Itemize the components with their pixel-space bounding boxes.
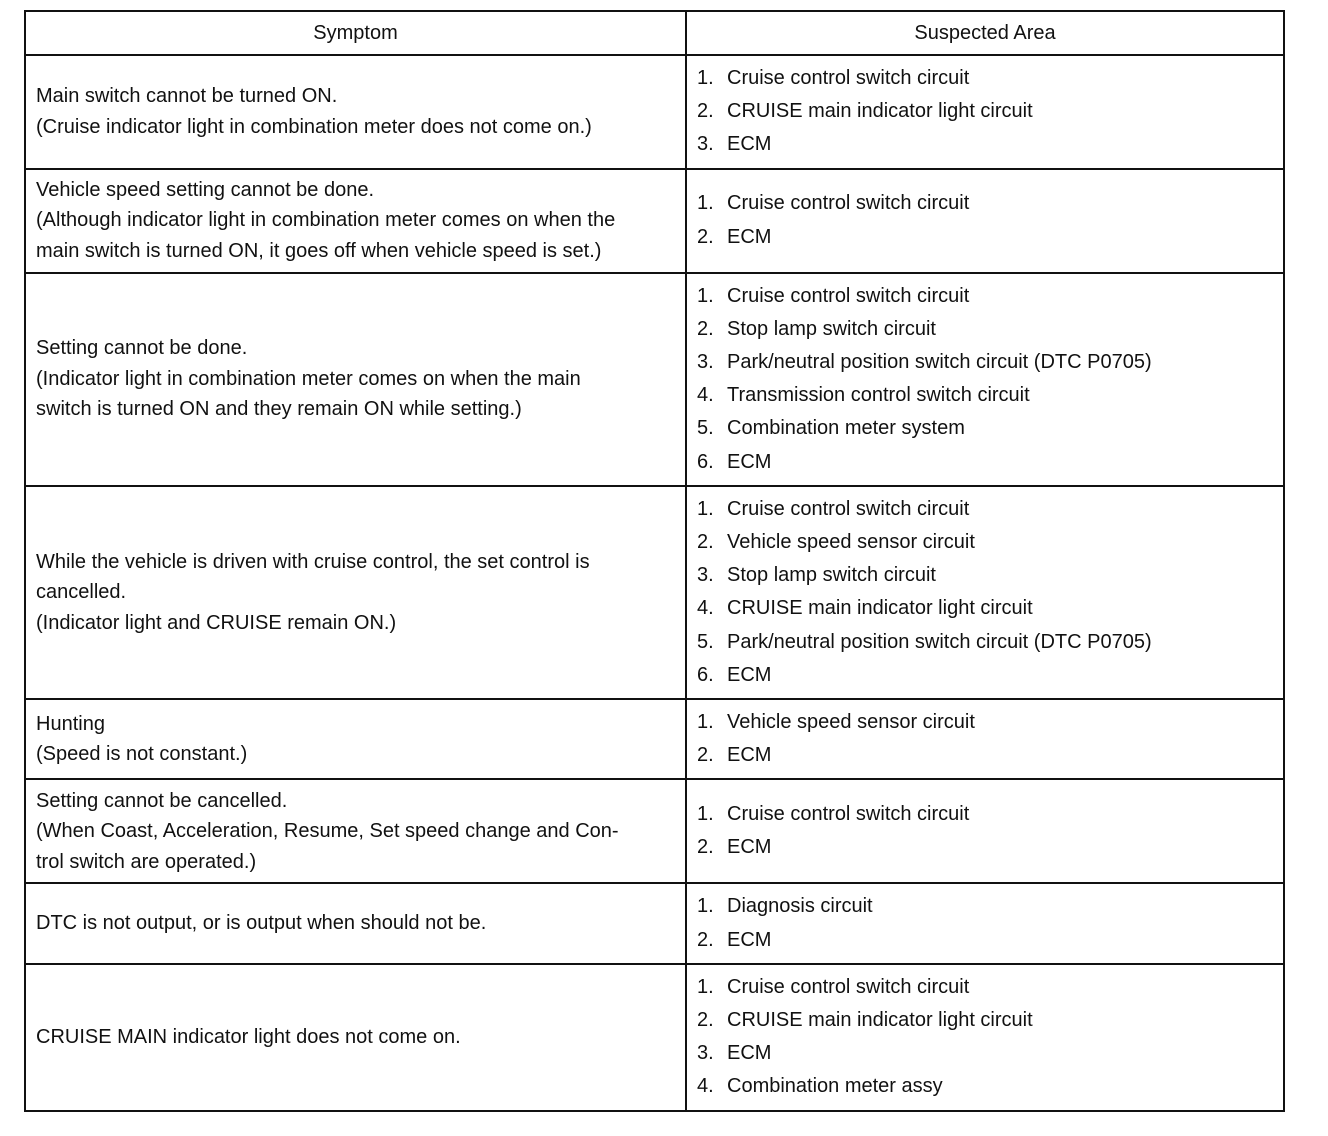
item-text: Combination meter assy — [727, 1075, 943, 1098]
item-number: 4. — [697, 597, 714, 620]
symptom-text: Hunting — [36, 712, 105, 735]
item-number: 1. — [697, 284, 714, 307]
item-number: 2. — [697, 1009, 714, 1032]
item-text: ECM — [727, 744, 772, 767]
symptom-cell — [25, 964, 686, 1111]
troubleshooting-table — [24, 10, 1285, 1112]
item-text: ECM — [727, 133, 772, 156]
item-text: Diagnosis circuit — [727, 895, 873, 918]
item-text: Stop lamp switch circuit — [727, 564, 936, 587]
item-number: 2. — [697, 836, 714, 859]
item-number: 3. — [697, 133, 714, 156]
item-text: Park/neutral position switch circuit (DTC P0705) — [727, 630, 1152, 653]
item-number: 4. — [697, 384, 714, 407]
symptom-text: Main switch cannot be turned ON. — [36, 85, 338, 108]
suspected-area-cell — [686, 883, 1284, 963]
list-item — [697, 1037, 1273, 1070]
item-text: Transmission control switch circuit — [727, 384, 1030, 407]
symptom-text: (Indicator light and CRUISE remain ON.) — [36, 611, 397, 634]
item-number: 6. — [697, 663, 714, 686]
list-item — [697, 798, 1273, 831]
suspected-area-list — [697, 971, 1273, 1104]
item-text: Cruise control switch circuit — [727, 67, 970, 89]
suspected-area-list — [697, 187, 1273, 253]
symptom-text: (Although indicator light in combination meter comes on when the — [36, 209, 616, 232]
symptom-cell — [25, 699, 686, 779]
symptom-text: main switch is turned ON, it goes off when vehicle speed is set.) — [36, 239, 602, 262]
symptom-text: (Indicator light in combination meter comes on when the main — [36, 367, 581, 390]
suspected-area-cell — [686, 779, 1284, 883]
list-item — [697, 924, 1273, 957]
list-item — [697, 1004, 1273, 1037]
table-row — [25, 699, 1284, 779]
item-text: Vehicle speed sensor circuit — [727, 711, 975, 734]
symptom-text: Setting cannot be cancelled. — [36, 789, 288, 812]
symptom-header: Symptom — [25, 11, 686, 55]
symptom-cell — [25, 486, 686, 699]
table-row — [25, 779, 1284, 883]
suspected-area-cell — [686, 699, 1284, 779]
item-number: 1. — [697, 192, 714, 215]
item-text: Stop lamp switch circuit — [727, 317, 936, 340]
item-text: Cruise control switch circuit — [727, 803, 970, 826]
symptom-cell — [25, 273, 686, 486]
suspected-area-list — [697, 280, 1273, 479]
item-text: ECM — [727, 663, 772, 686]
symptom-cell — [25, 55, 686, 169]
list-item — [697, 412, 1273, 445]
suspected-area-cell — [686, 55, 1284, 169]
item-text: Combination meter system — [727, 417, 965, 440]
list-item — [697, 526, 1273, 559]
list-item — [697, 62, 1273, 95]
item-number: 6. — [697, 450, 714, 473]
symptom-text: (When Coast, Acceleration, Resume, Set speed change and Con- — [36, 820, 619, 843]
table-row — [25, 486, 1284, 699]
item-number: 1. — [697, 803, 714, 826]
list-item — [697, 446, 1273, 479]
symptom-text: switch is turned ON and they remain ON while setting.) — [36, 398, 522, 421]
table-row — [25, 964, 1284, 1111]
list-item — [697, 280, 1273, 313]
item-text: CRUISE main indicator light circuit — [727, 100, 1033, 123]
list-item — [697, 95, 1273, 128]
item-text: Cruise control switch circuit — [727, 192, 970, 215]
suspected-area-list — [697, 706, 1273, 772]
item-number: 2. — [697, 531, 714, 554]
list-item — [697, 559, 1273, 592]
list-item — [697, 346, 1273, 379]
list-item — [697, 626, 1273, 659]
item-number: 4. — [697, 1075, 714, 1098]
item-number: 3. — [697, 564, 714, 587]
suspected-area-cell — [686, 964, 1284, 1111]
item-text: ECM — [727, 225, 772, 248]
symptom-text: Vehicle speed setting cannot be done. — [36, 178, 375, 201]
item-number: 3. — [697, 351, 714, 374]
item-text: CRUISE main indicator light circuit — [727, 597, 1033, 620]
item-number: 2. — [697, 317, 714, 340]
item-number: 1. — [697, 711, 714, 734]
item-number: 2. — [697, 744, 714, 767]
list-item — [697, 831, 1273, 864]
suspected-area-cell — [686, 169, 1284, 273]
list-item — [697, 706, 1273, 739]
table-row — [25, 883, 1284, 963]
item-text: Park/neutral position switch circuit (DTC P0705) — [727, 351, 1152, 374]
symptom-text: (Speed is not constant.) — [36, 743, 248, 766]
symptom-text: (Cruise indicator light in combination meter does not come on.) — [36, 115, 592, 138]
item-text: CRUISE main indicator light circuit — [727, 1009, 1033, 1032]
item-number: 1. — [697, 975, 714, 998]
list-item — [697, 493, 1273, 526]
symptom-text: While the vehicle is driven with cruise control, the set control is — [36, 550, 590, 573]
item-text: Cruise control switch circuit — [727, 497, 970, 520]
item-text: Cruise control switch circuit — [727, 975, 970, 998]
list-item — [697, 128, 1273, 161]
suspected-area-list — [697, 493, 1273, 692]
list-item — [697, 659, 1273, 692]
table-row — [25, 273, 1284, 486]
suspected-area-list — [697, 890, 1273, 956]
list-item — [697, 187, 1273, 220]
item-number: 1. — [697, 497, 714, 520]
item-number: 2. — [697, 928, 714, 951]
list-item — [697, 1070, 1273, 1103]
symptom-text: Setting cannot be done. — [36, 337, 248, 360]
item-number: 2. — [697, 100, 714, 123]
item-number: 3. — [697, 1042, 714, 1065]
item-text: ECM — [727, 928, 772, 951]
suspected-area-cell — [686, 273, 1284, 486]
list-item — [697, 739, 1273, 772]
item-number: 5. — [697, 630, 714, 653]
suspected-area-list — [697, 798, 1273, 864]
symptom-cell — [25, 169, 686, 273]
list-item — [697, 313, 1273, 346]
symptom-cell — [25, 883, 686, 963]
item-text: ECM — [727, 450, 772, 473]
suspected-area-header: Suspected Area — [686, 11, 1284, 55]
item-number: 5. — [697, 417, 714, 440]
item-number: 1. — [697, 67, 714, 89]
symptom-text: trol switch are operated.) — [36, 850, 257, 873]
item-text: ECM — [727, 836, 772, 859]
symptom-text: cancelled. — [36, 581, 127, 604]
list-item — [697, 890, 1273, 923]
suspected-area-list — [697, 62, 1273, 162]
symptom-cell — [25, 779, 686, 883]
list-item — [697, 221, 1273, 254]
table-row — [25, 169, 1284, 273]
list-item — [697, 971, 1273, 1004]
item-number: 1. — [697, 895, 714, 918]
item-number: 2. — [697, 225, 714, 248]
list-item — [697, 379, 1273, 412]
item-text: Vehicle speed sensor circuit — [727, 531, 975, 554]
table-row — [25, 55, 1284, 169]
item-text: Cruise control switch circuit — [727, 284, 970, 307]
suspected-area-cell — [686, 486, 1284, 699]
list-item — [697, 592, 1273, 625]
symptom-text: CRUISE MAIN indicator light does not come on. — [36, 1026, 461, 1049]
item-text: ECM — [727, 1042, 772, 1065]
header-row — [25, 11, 1284, 55]
symptom-text: DTC is not output, or is output when should not be. — [36, 912, 487, 935]
table-body — [25, 55, 1284, 1111]
